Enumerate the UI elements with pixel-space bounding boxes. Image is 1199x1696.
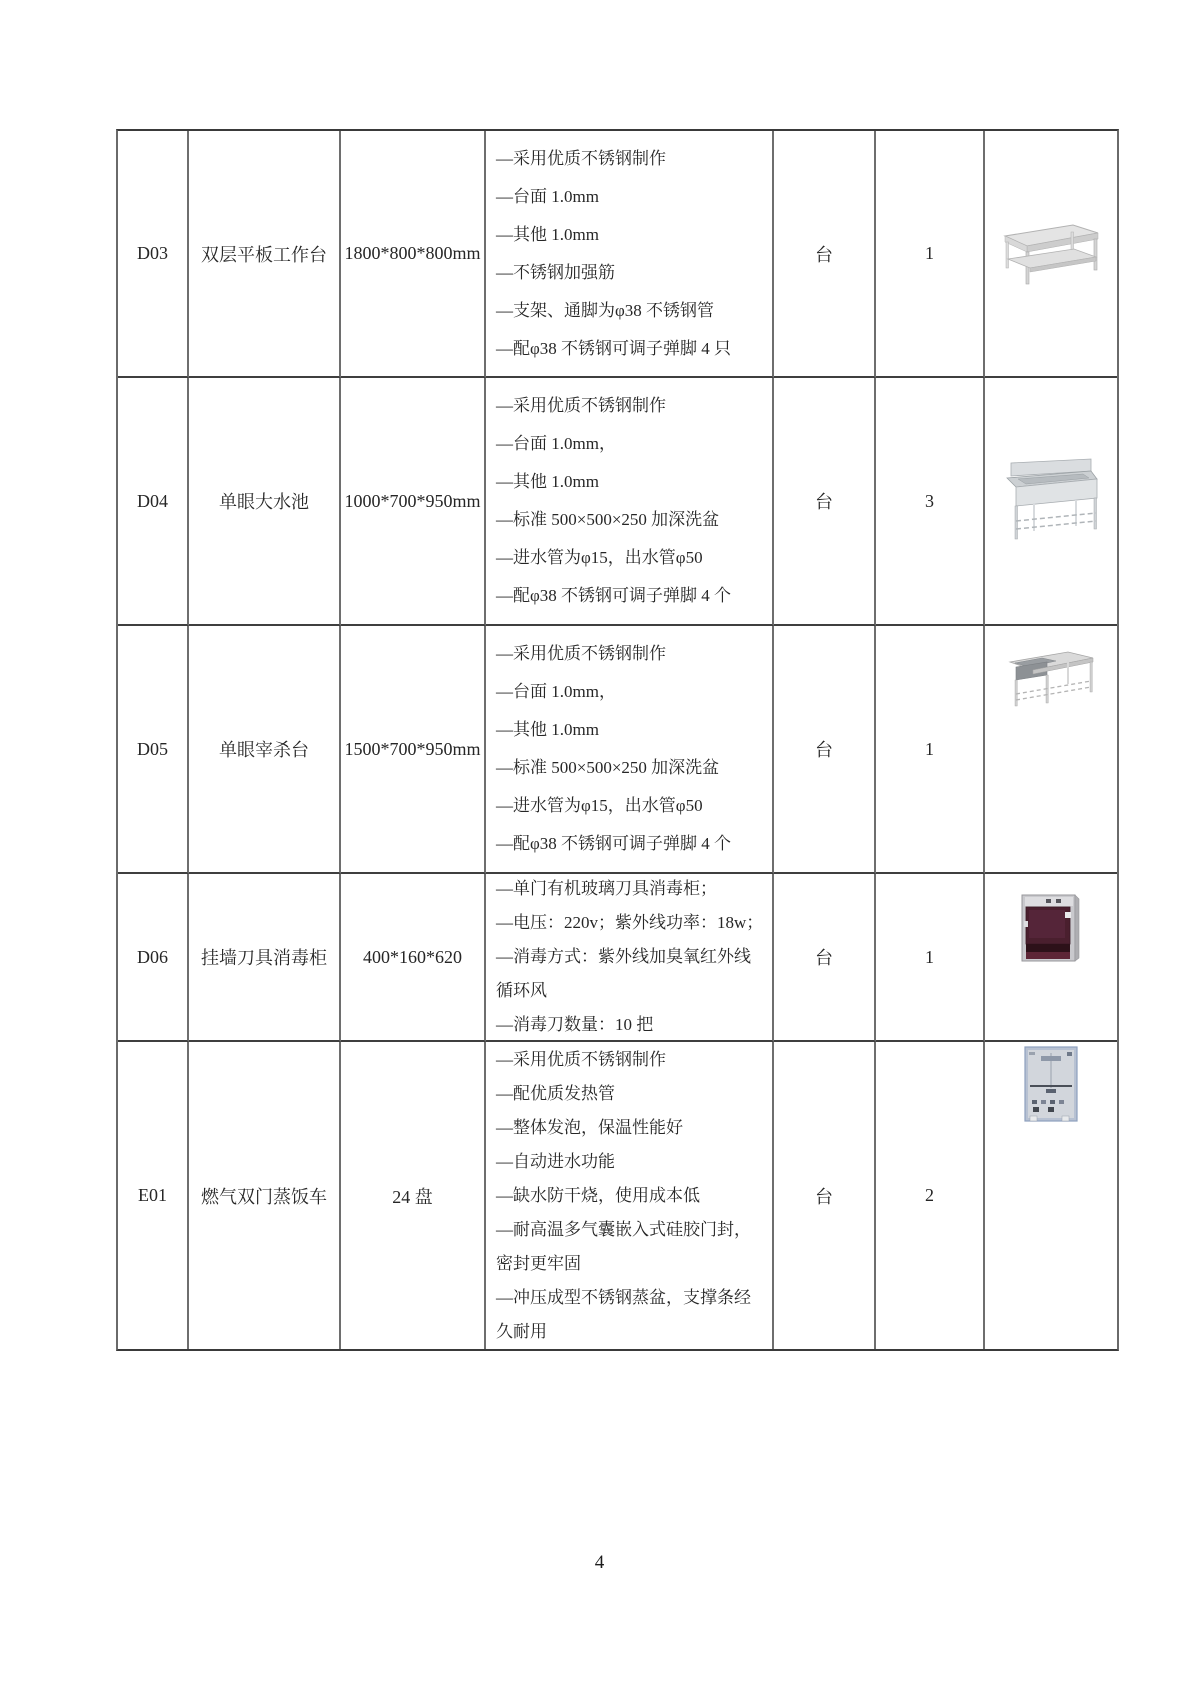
item-name: 挂墙刀具消毒柜: [189, 874, 341, 1042]
spec-line: —台面 1.0mm，: [496, 434, 616, 453]
spec-line: —配φ38 不锈钢可调子弹脚 4 只: [496, 338, 732, 358]
item-dimensions: 24 盘: [341, 1042, 486, 1349]
item-quantity: 3: [876, 378, 985, 626]
spec-line: —电压：220v；紫外线功率：18w；: [496, 913, 764, 932]
spec-line: —单门有机玻璃刀具消毒柜；: [496, 879, 717, 898]
spec-line: —标准 500×500×250 加深洗盆: [496, 510, 720, 529]
spec-line: —配φ38 不锈钢可调子弹脚 4 个: [496, 834, 732, 853]
item-name: 燃气双门蒸饭车: [189, 1042, 341, 1349]
spec-line: —自动进水功能: [496, 1151, 615, 1171]
item-quantity: 1: [876, 626, 985, 874]
item-photo-cell: [985, 626, 1117, 874]
item-quantity: 1: [876, 874, 985, 1042]
item-code: D05: [118, 626, 189, 874]
item-code: D06: [118, 874, 189, 1042]
spec-line: —采用优质不锈钢制作: [496, 396, 666, 415]
item-name: 单眼宰杀台: [189, 626, 341, 874]
item-unit: 台: [774, 1042, 876, 1349]
product-photo-double-layer-worktable-image: [999, 220, 1103, 288]
spec-line: —台面 1.0mm，: [496, 682, 616, 701]
item-specs: [486, 626, 774, 874]
page-number: 4: [594, 1552, 605, 1573]
spec-line: —支架、通脚为φ38 不锈钢管: [496, 300, 715, 320]
spec-line: —采用优质不锈钢制作: [496, 644, 666, 663]
spec-line: —不锈钢加强筋: [496, 262, 615, 282]
spec-line: —配φ38 不锈钢可调子弹脚 4 个: [496, 586, 732, 605]
item-code: E01: [118, 1042, 189, 1349]
item-unit: 台: [774, 131, 876, 378]
spec-line: —消毒方式：紫外线加臭氧红外线循环风: [496, 947, 751, 1000]
item-name: 单眼大水池: [189, 378, 341, 626]
item-unit: 台: [774, 378, 876, 626]
item-name: 双层平板工作台: [189, 131, 341, 378]
item-photo-cell: [985, 131, 1117, 378]
item-photo-cell: [985, 378, 1117, 626]
spec-line: —台面 1.0mm: [496, 186, 599, 206]
item-quantity: 1: [876, 131, 985, 378]
spec-line: —采用优质不锈钢制作: [496, 1049, 666, 1069]
spec-line: —采用优质不锈钢制作: [496, 148, 666, 168]
spec-line: —进水管为φ15，出水管φ50: [496, 548, 703, 567]
item-dimensions: 1500*700*950mm: [341, 626, 486, 874]
spec-line: —其他 1.0mm: [496, 224, 599, 244]
spec-line: —标准 500×500×250 加深洗盆: [496, 758, 720, 777]
item-specs: [486, 1042, 774, 1349]
item-specs: [486, 874, 774, 1042]
spec-line: —其他 1.0mm: [496, 472, 599, 491]
item-specs: [486, 131, 774, 378]
spec-line: —配优质发热管: [496, 1083, 615, 1103]
item-dimensions: 1800*800*800mm: [341, 131, 486, 378]
product-photo-steam-rice-cabinet-image: [1024, 1046, 1078, 1124]
spec-line: —进水管为φ15，出水管φ50: [496, 796, 703, 815]
equipment-table: [116, 129, 1119, 1351]
item-code: D04: [118, 378, 189, 626]
product-photo-single-sink-image: [1003, 457, 1099, 545]
item-dimensions: 400*160*620: [341, 874, 486, 1042]
product-photo-knife-disinfection-cabinet-image: [1021, 892, 1081, 966]
item-dimensions: 1000*700*950mm: [341, 378, 486, 626]
item-photo-cell: [985, 1042, 1117, 1349]
spec-line: —其他 1.0mm: [496, 720, 599, 739]
item-specs: [486, 378, 774, 626]
spec-line: —缺水防干烧，使用成本低: [496, 1185, 700, 1205]
spec-line: —冲压成型不锈钢蒸盆，支撑条经久耐用: [496, 1287, 751, 1341]
item-unit: 台: [774, 874, 876, 1042]
spec-line: —消毒刀数量：10 把: [496, 1015, 654, 1034]
item-unit: 台: [774, 626, 876, 874]
spec-line: —整体发泡，保温性能好: [496, 1117, 683, 1137]
item-quantity: 2: [876, 1042, 985, 1349]
item-code: D03: [118, 131, 189, 378]
spec-line: —耐高温多气囊嵌入式硅胶门封，密封更牢固: [496, 1219, 751, 1273]
item-photo-cell: [985, 874, 1117, 1042]
product-photo-slaughter-table-image: [1006, 648, 1096, 712]
